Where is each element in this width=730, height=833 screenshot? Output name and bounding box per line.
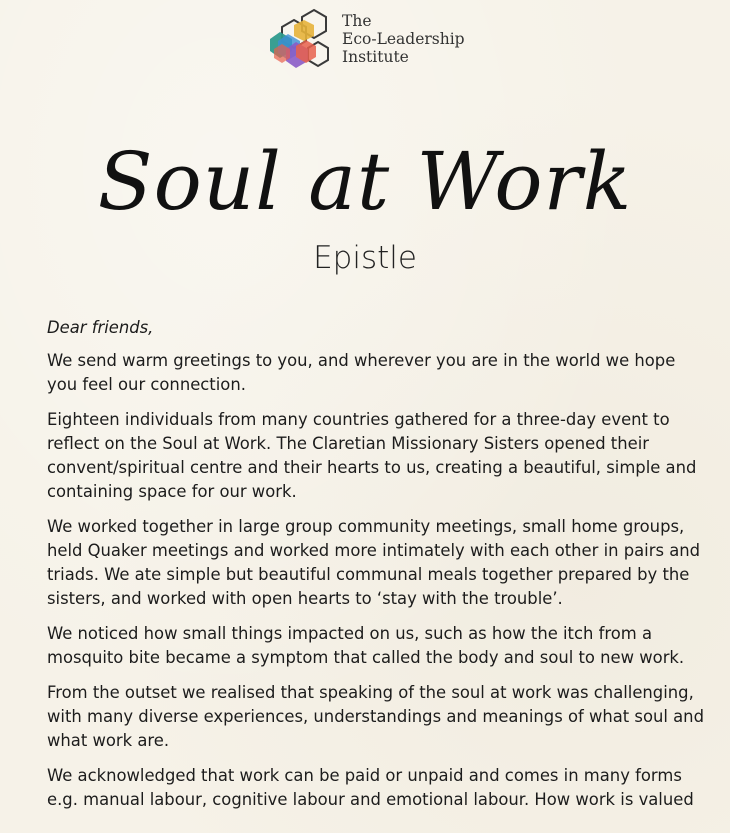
page-subtitle: Epistle bbox=[313, 240, 417, 276]
letter-paragraph: We worked together in large group community meetings, small home groups, held Quaker meetings and worked more intimately with each other in pairs and triads. We ate simple but beautiful communal meals together prepared by the sisters, and worked with open hearts to ‘stay with the trouble’. bbox=[47, 517, 701, 608]
logo-wordmark bbox=[342, 12, 465, 66]
hexagon-cluster-icon bbox=[266, 6, 336, 76]
page-title: Soul at Work bbox=[97, 135, 633, 228]
logo-line-3: Institute bbox=[342, 48, 409, 66]
letter-paragraph: We send warm greetings to you, and wherever you are in the world we hope you feel our connection. bbox=[47, 351, 676, 394]
logo-line-1: The bbox=[342, 12, 372, 30]
letter-greeting: Dear friends, bbox=[47, 318, 154, 337]
letter-paragraph: Eighteen individuals from many countries gathered for a three-day event to reflect on the Soul at Work. The Claretian Missionary Sisters opened their convent/spiritual centre and their hearts to us, creating a beautiful, simple and containing space for our work. bbox=[47, 410, 697, 501]
letter-paragraph: We acknowledged that work can be paid or unpaid and comes in many forms e.g. manual labour, cognitive labour and emotional labour. How work is valued bbox=[47, 766, 694, 809]
letter-body bbox=[47, 316, 707, 823]
letter-paragraph: From the outset we realised that speaking of the soul at work was challenging, with many diverse experiences, understandings and meanings of what soul and what work are. bbox=[47, 683, 704, 750]
logo-line-2: Eco-Leadership bbox=[342, 30, 465, 48]
eco-leadership-logo bbox=[266, 6, 476, 76]
letter-paragraph: We noticed how small things impacted on us, such as how the itch from a mosquito bite became a symptom that called the body and soul to new work. bbox=[47, 624, 685, 667]
